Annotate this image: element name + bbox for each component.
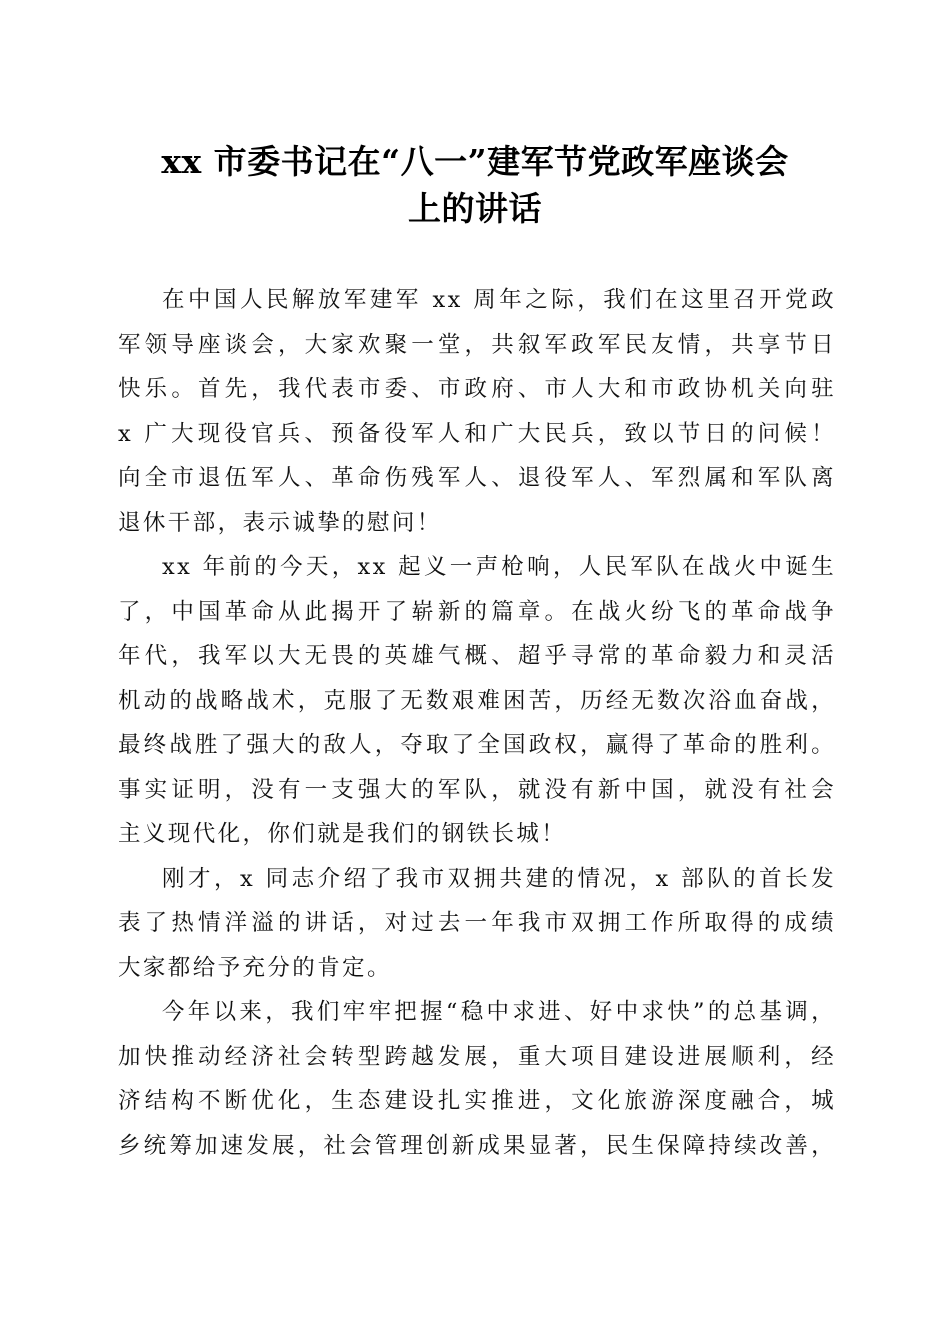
paragraph-1: [118, 278, 836, 545]
paragraph-line: 表了热情洋溢的讲话，对过去一年我市双拥工作所取得的成绩: [118, 910, 836, 936]
paragraph-line: x 广大现役官兵、预备役军人和广大民兵，致以节日的问候！: [118, 420, 836, 447]
paragraph-line: 加快推动经济社会转型跨越发展，重大项目建设进展顺利，经: [118, 1043, 836, 1070]
paragraph-2: [118, 545, 836, 857]
paragraph-line: 刚才，x 同志介绍了我市双拥共建的情况，x 部队的首长发: [162, 865, 836, 892]
document-body: [118, 278, 836, 1168]
paragraph-line: 军领导座谈会，大家欢聚一堂，共叙军政军民友情，共享节日: [118, 331, 836, 358]
paragraph-4: [118, 990, 836, 1168]
paragraph-line: 在中国人民解放军建军 xx 周年之际，我们在这里召开党政: [162, 287, 836, 313]
paragraph-line: 今年以来，我们牢牢把握“稳中求进、好中求快”的总基调，: [162, 999, 836, 1025]
paragraph-line: 事实证明，没有一支强大的军队，就没有新中国，就没有社会: [118, 776, 836, 803]
paragraph-line: 了，中国革命从此揭开了崭新的篇章。在战火纷飞的革命战争: [118, 598, 836, 625]
paragraph-line: 年代，我军以大无畏的英雄气概、超乎寻常的革命毅力和灵活: [118, 643, 836, 669]
paragraph-line: xx 年前的今天，xx 起义一声枪响，人民军队在战火中诞生: [162, 554, 836, 580]
paragraph-line: 向全市退伍军人、革命伤残军人、退役军人、军烈属和军队离: [118, 465, 836, 491]
paragraph-line: 乡统筹加速发展，社会管理创新成果显著，民生保障持续改善，: [118, 1132, 836, 1159]
paragraph-line: 快乐。首先，我代表市委、市政府、市人大和市政协机关向驻: [118, 376, 836, 402]
title-line-2: 上的讲话: [408, 189, 542, 228]
paragraph-line: 济结构不断优化，生态建设扎实推进，文化旅游深度融合，城: [118, 1088, 836, 1114]
paragraph-line: 退休干部，表示诚挚的慰问！: [118, 509, 442, 536]
paragraph-line: 主义现代化，你们就是我们的钢铁长城！: [118, 821, 567, 847]
title-line-1: xx 市委书记在“八一”建军节党政军座谈会: [161, 142, 789, 181]
paragraph-3: [118, 857, 836, 991]
paragraph-line: 机动的战略战术，克服了无数艰难困苦，历经无数次浴血奋战，: [118, 687, 836, 714]
paragraph-line: 最终战胜了强大的敌人，夺取了全国政权，赢得了革命的胜利。: [118, 732, 836, 758]
document-title: [100, 138, 850, 232]
paragraph-line: 大家都给予充分的肯定。: [118, 954, 392, 981]
